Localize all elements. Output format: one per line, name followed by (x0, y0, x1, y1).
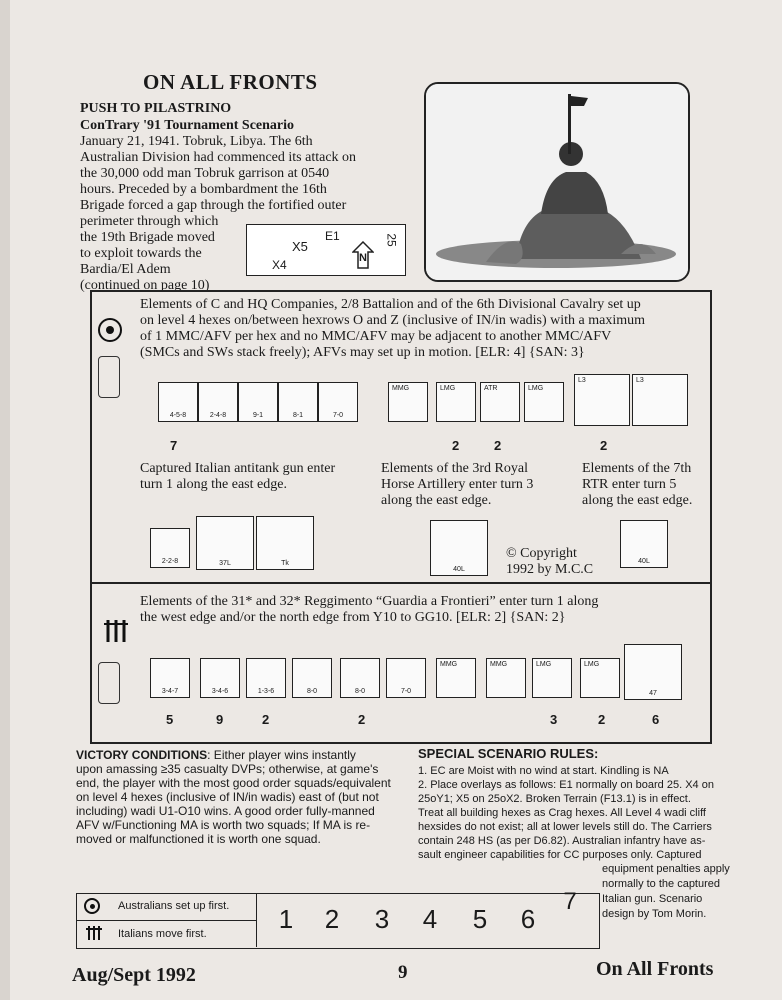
leader-counter (386, 658, 426, 698)
vehicle-counter (620, 520, 668, 568)
intro-line: hours. Preceded by a bombardment the 16th (80, 182, 327, 197)
italian-setup-line: the west edge and/or the north edge from Y10 to GG10. [ELR: 2] {SAN: 2} (140, 610, 566, 625)
counter-quantity: 2 (358, 712, 366, 727)
reinforcement-line: Elements of the 7th (582, 461, 692, 476)
tank-photo (424, 82, 690, 282)
vehicle-counter (256, 516, 314, 570)
rule-line: hexsides do not exist; all at lower levels still do. The Carriers (418, 821, 712, 833)
victory-line: including) wadi U1-O10 wins. A good order fully-manned (76, 804, 375, 818)
overlay-e1-label: E1 (325, 229, 340, 243)
weapon-counter (580, 658, 620, 698)
counter-value: 8-1 (292, 412, 304, 419)
counter-value: 2-4-8 (209, 412, 227, 419)
special-rules-continued (602, 862, 772, 922)
reinforcement-rtr-text (582, 461, 706, 509)
counter-quantity: 2 (452, 438, 460, 453)
weapon-counter (436, 382, 476, 422)
australian-setup-line: (SMCs and SWs stack freely); AFVs may set up in motion. [ELR: 4] {SAN: 3} (140, 345, 585, 360)
victory-line: moved or malfunctioned it is worth one squad. (76, 832, 321, 846)
unit-counter (158, 382, 198, 422)
australian-setup-line: Elements of C and HQ Companies, 2/8 Battalion and of the 6th Divisional Cavalry set up (140, 297, 641, 312)
leader-counter (238, 382, 278, 422)
australian-carrier-icon (98, 356, 120, 398)
victory-heading: VICTORY CONDITIONS (76, 748, 208, 762)
counter-value: 3-4-6 (211, 688, 229, 695)
magazine-title: ON ALL FRONTS (143, 70, 318, 94)
counter-value: LMG (440, 385, 456, 392)
counter-value: 37L (219, 560, 231, 567)
turn-box: 3 (374, 904, 390, 934)
turn-box: 5 (472, 904, 488, 934)
issue-date: Aug/Sept 1992 (72, 964, 196, 986)
counter-quantity: 3 (550, 712, 558, 727)
turn-box: 4 (422, 904, 438, 934)
intro-line: (continued on page 10) (80, 278, 210, 293)
victory-conditions (76, 748, 411, 846)
weapon-counter (480, 382, 520, 422)
turn-box: 6 (520, 904, 536, 934)
counter-value: 8-0 (306, 688, 318, 695)
counter-value: L3 (636, 377, 644, 384)
rule-line: Italian gun. Scenario (602, 893, 703, 905)
victory-line: on level 4 hexes (inclusive of IN/in wadis) east of (but not (76, 790, 379, 804)
intro-line: perimeter through which (80, 214, 219, 229)
counter-quantity: 5 (166, 712, 174, 727)
rule-line: design by Tom Morin. (602, 908, 707, 920)
copyright-line: © Copyright (506, 546, 577, 561)
italian-setup-line: Elements of the 31* and 32* Reggimento “Guardia a Frontieri” enter turn 1 along (140, 594, 599, 609)
map-configuration (246, 224, 406, 276)
counter-value: MMG (392, 385, 410, 392)
counter-quantity: 9 (216, 712, 224, 727)
counter-value: LMG (584, 661, 600, 668)
rule-line: 25oY1; X5 on 25oX2. Broken Terrain (F13.1) is in effect. (418, 793, 691, 805)
reinforcement-antitank-text (140, 461, 375, 493)
intro-line: Bardia/El Adem (80, 262, 171, 277)
weapon-counter (532, 658, 572, 698)
australian-setup-line: of 1 MMC/AFV per hex and no MMC/AFV may be adjacent to another MMC/AFV (140, 329, 612, 344)
reinforcement-line: turn 1 along the east edge. (140, 477, 287, 492)
counter-value: LMG (528, 385, 544, 392)
reinforcement-line: along the east edge. (582, 493, 693, 508)
intro-line: Australian Division had commenced its attack on (80, 150, 357, 165)
special-rules (418, 764, 763, 862)
vehicle-counter (430, 520, 488, 576)
counter-value: 3-4-7 (161, 688, 179, 695)
gun-counter (196, 516, 254, 570)
turn-box-final: 7 (563, 888, 577, 915)
counter-value: ATR (484, 385, 498, 392)
italians-move-note: Italians move first. (118, 928, 207, 940)
counter-value: L3 (578, 377, 586, 384)
north-label: N (359, 252, 367, 264)
board-number: 25 (384, 233, 399, 247)
counter-quantity: 2 (262, 712, 270, 727)
unit-counter (246, 658, 286, 698)
counter-quantity: 6 (652, 712, 660, 727)
vehicle-counter (632, 374, 688, 426)
weapon-counter (524, 382, 564, 422)
intro-line: the 19th Brigade moved (80, 230, 215, 245)
victory-line: : Either player wins instantly (207, 748, 356, 762)
counter-value: MMG (490, 661, 508, 668)
counter-value: 40L (453, 566, 465, 573)
counter-value: 40L (638, 558, 650, 565)
intro-line: Brigade forced a gap through the fortified outer (80, 198, 347, 213)
leader-counter (340, 658, 380, 698)
reinforcement-line: RTR enter turn 5 (582, 477, 677, 492)
counter-value: 8-0 (354, 688, 366, 695)
counter-quantity: 7 (170, 438, 178, 453)
counter-value: 47 (649, 690, 657, 697)
turn-box: 1 (278, 904, 294, 934)
counter-quantity: 2 (598, 712, 606, 727)
intro-line: to exploit towards the (80, 246, 202, 261)
unit-counter (200, 658, 240, 698)
italian-symbol-icon (104, 620, 128, 642)
italian-setup-text (140, 594, 705, 626)
victory-line: end, the player with the most good order squads/equivalent (76, 776, 391, 790)
australian-setup-text (140, 297, 705, 361)
counter-value: 9-1 (252, 412, 264, 419)
counter-value: 2-2-8 (161, 558, 179, 565)
scenario-subtitle: ConTrary '91 Tournament Scenario (80, 118, 295, 133)
rule-line: normally to the captured (602, 878, 721, 890)
copyright-line: 1992 by M.C.C (506, 562, 594, 577)
copyright-notice (506, 546, 593, 578)
page-number: 9 (398, 962, 408, 983)
rule-line: 2. Place overlays as follows: E1 normally on board 25. X4 on (418, 779, 714, 791)
counter-value: Tk (281, 560, 289, 567)
italian-symbol-icon (86, 926, 102, 940)
leader-counter (318, 382, 358, 422)
rule-line: equipment penalties apply (602, 863, 730, 875)
tank-photo-illustration (426, 84, 688, 280)
counter-value: 7-0 (400, 688, 412, 695)
gun-counter (624, 644, 682, 700)
counter-value: 4-5-8 (169, 412, 187, 419)
overlay-x5-label: X5 (292, 239, 308, 254)
australian-setup-line: on level 4 hexes on/between hexrows O and Z (inclusive of IN/in wadis) with a maximum (140, 313, 646, 328)
counter-quantity: 2 (600, 438, 608, 453)
reinforcement-line: Captured Italian antitank gun enter (140, 461, 336, 476)
leader-counter (292, 658, 332, 698)
scenario-name: PUSH TO PILASTRINO (80, 101, 232, 116)
counter-value: MMG (440, 661, 458, 668)
vehicle-counter (574, 374, 630, 426)
turn-box: 2 (324, 904, 340, 934)
leader-counter (278, 382, 318, 422)
overlay-x4-label: X4 (272, 258, 287, 272)
australians-setup-note: Australians set up first. (118, 900, 230, 912)
victory-line: upon amassing ≥35 casualty DVPs; otherwise, at game's (76, 762, 379, 776)
rule-line: contain 248 HS (as per D6.82). Australian infantry have as- (418, 835, 706, 847)
reinforcement-line: Elements of the 3rd Royal (381, 461, 528, 476)
special-rules-heading: SPECIAL SCENARIO RULES: (418, 746, 599, 761)
track-divider (76, 920, 256, 921)
counter-value: 1-3-6 (257, 688, 275, 695)
weapon-counter (436, 658, 476, 698)
reinforcement-line: Horse Artillery enter turn 3 (381, 477, 534, 492)
counter-value: LMG (536, 661, 552, 668)
reinforcement-line: along the east edge. (381, 493, 492, 508)
counter-value: 7-0 (332, 412, 344, 419)
intro-line: January 21, 1941. Tobruk, Libya. The 6th (80, 134, 313, 149)
rule-line: 1. EC are Moist with no wind at start. Kindling is NA (418, 765, 669, 777)
unit-counter (150, 528, 190, 568)
magazine-name: On All Fronts (596, 958, 714, 980)
reinforcement-artillery-text (381, 461, 576, 509)
italian-carrier-icon (98, 662, 120, 704)
australian-symbol-icon (84, 898, 100, 914)
rule-line: sault engineer capabilities for CC purposes only. Captured (418, 849, 702, 861)
weapon-counter (388, 382, 428, 422)
weapon-counter (486, 658, 526, 698)
unit-counter (198, 382, 238, 422)
australian-symbol-icon (98, 318, 122, 342)
rule-line: Treat all building hexes as Crag hexes. All Level 4 wadi cliff (418, 807, 706, 819)
victory-line: AFV w/Functioning MA is worth two squads; If MA is re- (76, 818, 371, 832)
counter-quantity: 2 (494, 438, 502, 453)
unit-counter (150, 658, 190, 698)
intro-line: the 30,000 odd man Tobruk garrison at 0540 (80, 166, 330, 181)
